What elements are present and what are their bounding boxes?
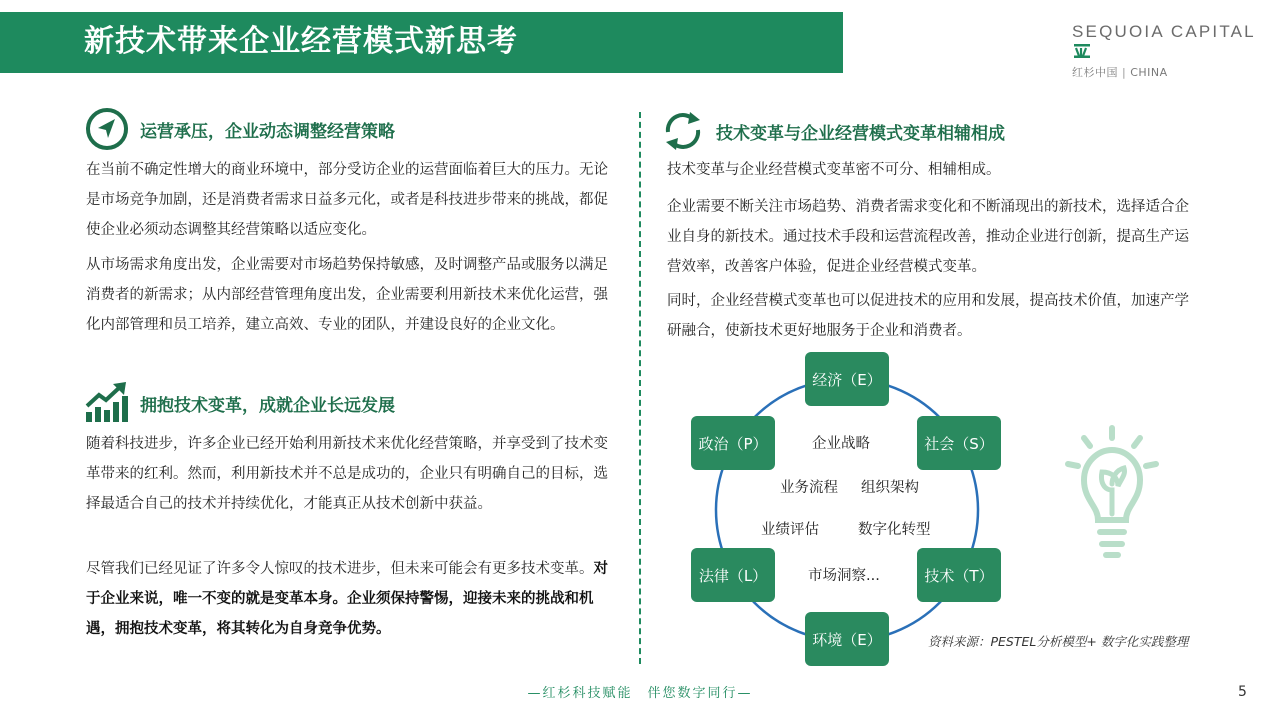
- footer-slogan: —红杉科技赋能 伴您数字同行—: [527, 686, 753, 701]
- pestel-diagram: [690, 352, 1012, 670]
- section2-paragraph-2: [86, 554, 612, 644]
- section2-title: 拥抱技术变革，成就企业长远发展: [140, 395, 395, 416]
- sequoia-mark-icon: [1074, 44, 1090, 58]
- center-org: 组织架构: [861, 480, 919, 496]
- center-insight: 市场洞察...: [808, 568, 880, 584]
- lightbulb-leaf-icon: [1062, 424, 1162, 562]
- center-process: 业务流程: [780, 480, 838, 496]
- section1-paragraph-1: 在当前不确定性增大的商业环境中，部分受访企业的运营面临着巨大的压力。无论是市场竞争加剧，还是消费者需求日益多元化，或者是科技进步带来的挑战，都促使企业必须动态调整其经营策略以适应变化。: [86, 162, 608, 238]
- brand-logo: [1072, 22, 1280, 80]
- node-society: 社会（S）: [917, 416, 1001, 470]
- growth-chart-icon: [84, 380, 130, 426]
- node-law: 法律（L）: [691, 548, 775, 602]
- section2-paragraph-2-bold: 对于企业来说，唯一不变的就是变革本身。企业须保持警惕，迎接未来的挑战和机遇，拥抱技术变革，将其转化为自身竞争优势。: [86, 561, 608, 637]
- section2-paragraph-2-text: 尽管我们已经见证了许多令人惊叹的技术进步，但未来可能会有更多技术变革。: [86, 561, 594, 577]
- section1-heading: [84, 106, 395, 152]
- right-paragraph-3: 同时，企业经营模式变革也可以促进技术的应用和发展，提高技术价值，加速产学研融合，使新技术更好地服务于企业和消费者。: [667, 293, 1189, 339]
- right-heading: [660, 108, 1005, 154]
- section1-paragraph-2: 从市场需求角度出发，企业需要对市场趋势保持敏感，及时调整产品或服务以满足消费者的新需求；从内部经营管理角度出发，企业需要利用新技术来优化运营，强化内部管理和员工培养，建立高效、专业的团队，并建设良好的企业文化。: [86, 257, 608, 333]
- node-economy: 经济（E）: [805, 352, 889, 406]
- center-digital: 数字化转型: [858, 522, 931, 538]
- source-note: 资料来源：PESTEL分析模型+ 数字化实践整理: [928, 634, 1189, 649]
- page-number: 5: [1238, 684, 1247, 700]
- page-title: 新技术带来企业经营模式新思考: [84, 24, 518, 59]
- node-politics: 政治（P）: [691, 416, 775, 470]
- cycle-arrows-icon: [660, 108, 706, 154]
- right-paragraph-2: 企业需要不断关注市场趋势、消费者需求变化和不断涌现出的新技术，选择适合企业自身的新技术。通过技术手段和运营流程改善，推动企业进行创新，提高生产运营效率，改善客户体验，促进企业经营模式变革。: [667, 199, 1189, 275]
- center-strategy: 企业战略: [812, 436, 870, 452]
- center-performance: 业绩评估: [761, 522, 819, 538]
- section1-title: 运营承压，企业动态调整经营策略: [140, 121, 395, 142]
- right-title: 技术变革与企业经营模式变革相辅相成: [716, 123, 1005, 144]
- node-technology: 技术（T）: [917, 548, 1001, 602]
- section2-heading: [84, 380, 395, 426]
- node-environment: 环境（E）: [805, 612, 889, 666]
- column-divider: [639, 112, 641, 664]
- navigation-arrow-icon: [84, 106, 130, 152]
- right-paragraph-1: 技术变革与企业经营模式变革密不可分、相辅相成。: [667, 162, 1001, 178]
- brand-sub: 红杉中国 | CHINA: [1072, 66, 1168, 79]
- brand-name: SEQUOIA CAPITAL: [1072, 22, 1280, 62]
- section2-paragraph-1: 随着科技进步，许多企业已经开始利用新技术来优化经营策略，并享受到了技术变革带来的红利。然而，利用新技术并不总是成功的，企业只有明确自己的目标，选择最适合自己的技术并持续优化，才能真正从技术创新中获益。: [86, 436, 608, 512]
